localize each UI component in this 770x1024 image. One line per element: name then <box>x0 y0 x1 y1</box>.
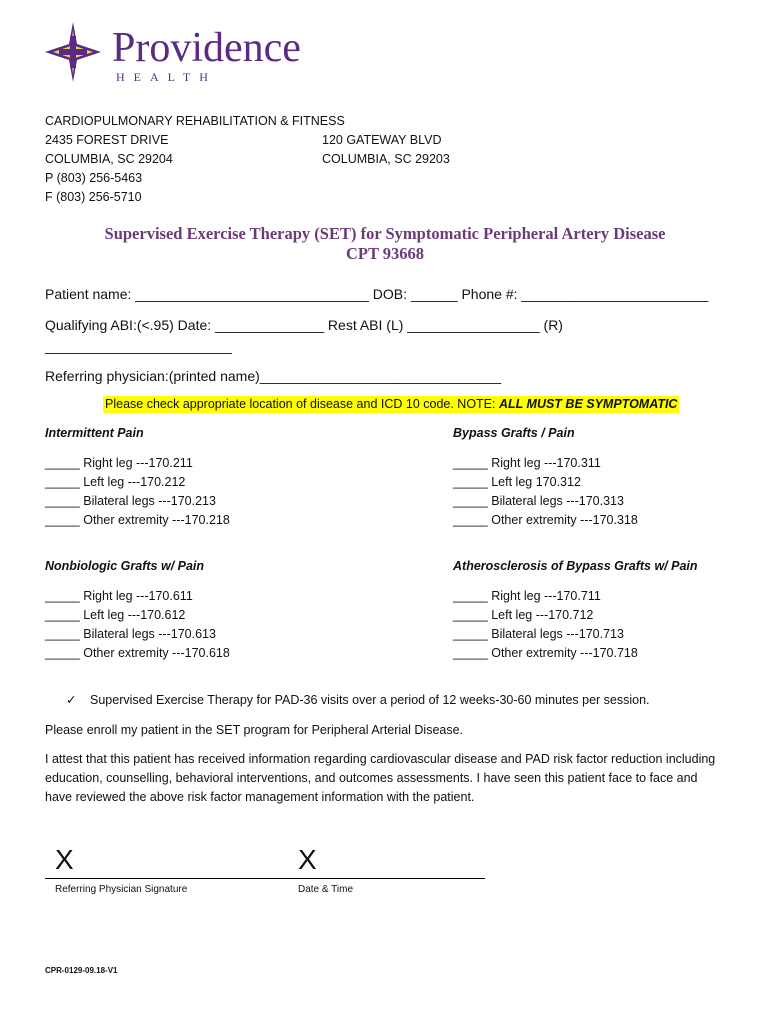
option-bypass-right-leg[interactable]: _____ Right leg ---170.311 <box>453 456 601 470</box>
symptomatic-notice <box>103 396 679 413</box>
abi-field[interactable]: Qualifying ABI:(<.95) Date: ______________ Rest ABI (L) _________________ (R) <box>45 317 563 333</box>
option-intermittent-bilateral-legs[interactable]: _____ Bilateral legs ---170.213 <box>45 494 216 508</box>
address-right-line-2: COLUMBIA, SC 29203 <box>322 152 450 166</box>
option-nonbiologic-other-extremity[interactable]: _____ Other extremity ---170.618 <box>45 646 230 660</box>
option-nonbiologic-right-leg[interactable]: _____ Right leg ---170.611 <box>45 589 193 603</box>
notice-text: Please check appropriate location of disease and ICD 10 code. NOTE: <box>105 397 499 411</box>
option-bypass-left-leg[interactable]: _____ Left leg 170.312 <box>453 475 581 489</box>
address-right-line-1: 120 GATEWAY BLVD <box>322 133 442 147</box>
department-name: CARDIOPULMONARY REHABILITATION & FITNESS <box>45 114 345 128</box>
option-intermittent-right-leg[interactable]: _____ Right leg ---170.211 <box>45 456 193 470</box>
cpt-code: CPT 93668 <box>345 244 425 263</box>
checkmark-icon[interactable]: ✓ <box>66 693 77 707</box>
option-athero-bilateral-legs[interactable]: _____ Bilateral legs ---170.713 <box>453 627 624 641</box>
providence-cross-logo-icon <box>43 22 103 82</box>
document-id: CPR-0129-09.18-V1 <box>45 966 118 975</box>
date-time-label: Date & Time <box>298 884 354 895</box>
date-signature-mark: X <box>298 844 317 875</box>
option-athero-right-leg[interactable]: _____ Right leg ---170.711 <box>453 589 601 603</box>
section-title-nonbiologic-grafts: Nonbiologic Grafts w/ Pain <box>45 559 205 573</box>
notice-emphasis: ALL MUST BE SYMPTOMATIC <box>498 397 678 411</box>
option-bypass-other-extremity[interactable]: _____ Other extremity ---170.318 <box>453 513 638 527</box>
fax-number: F (803) 256-5710 <box>45 190 142 204</box>
abi-field-continued[interactable]: ________________________ <box>45 338 232 354</box>
option-athero-other-extremity[interactable]: _____ Other extremity ---170.718 <box>453 646 638 660</box>
form-title: Supervised Exercise Therapy (SET) for Symptomatic Peripheral Artery Disease <box>104 224 666 243</box>
address-left-line-2: COLUMBIA, SC 29204 <box>45 152 173 166</box>
patient-info-field[interactable]: Patient name: ______________________________ DOB: ______ Phone #: ________________________ <box>45 286 709 302</box>
physician-signature-mark: X <box>55 844 74 875</box>
option-bypass-bilateral-legs[interactable]: _____ Bilateral legs ---170.313 <box>453 494 624 508</box>
brand-name: Providence <box>112 25 301 71</box>
section-title-intermittent-pain: Intermittent Pain <box>45 426 144 440</box>
physician-signature-label: Referring Physician Signature <box>55 884 188 895</box>
signature-line[interactable] <box>45 878 485 879</box>
phone-number: P (803) 256-5463 <box>45 171 143 185</box>
enroll-statement: Please enroll my patient in the SET program for Peripheral Arterial Disease. <box>45 723 464 737</box>
set-program-description: Supervised Exercise Therapy for PAD-36 visits over a period of 12 weeks-30-60 minutes per session. <box>90 693 650 707</box>
attestation-statement: I attest that this patient has received information regarding cardiovascular disease and PAD risk factor reduction including education, counselling, behavioral interventions, and outcomes assessments. I have seen this patient face to face and have reviewed the above risk factor management information with the patient. <box>45 752 716 804</box>
referring-physician-field[interactable]: Referring physician:(printed name)_______________________________ <box>45 368 502 384</box>
section-title-bypass-grafts: Bypass Grafts / Pain <box>453 426 575 440</box>
option-nonbiologic-left-leg[interactable]: _____ Left leg ---170.612 <box>45 608 186 622</box>
option-athero-left-leg[interactable]: _____ Left leg ---170.712 <box>453 608 594 622</box>
brand-subtitle: HEALTH <box>116 70 217 84</box>
address-left-line-1: 2435 FOREST DRIVE <box>45 133 169 147</box>
option-intermittent-other-extremity[interactable]: _____ Other extremity ---170.218 <box>45 513 230 527</box>
option-intermittent-left-leg[interactable]: _____ Left leg ---170.212 <box>45 475 186 489</box>
option-nonbiologic-bilateral-legs[interactable]: _____ Bilateral legs ---170.613 <box>45 627 216 641</box>
section-title-atherosclerosis: Atherosclerosis of Bypass Grafts w/ Pain <box>453 559 698 573</box>
